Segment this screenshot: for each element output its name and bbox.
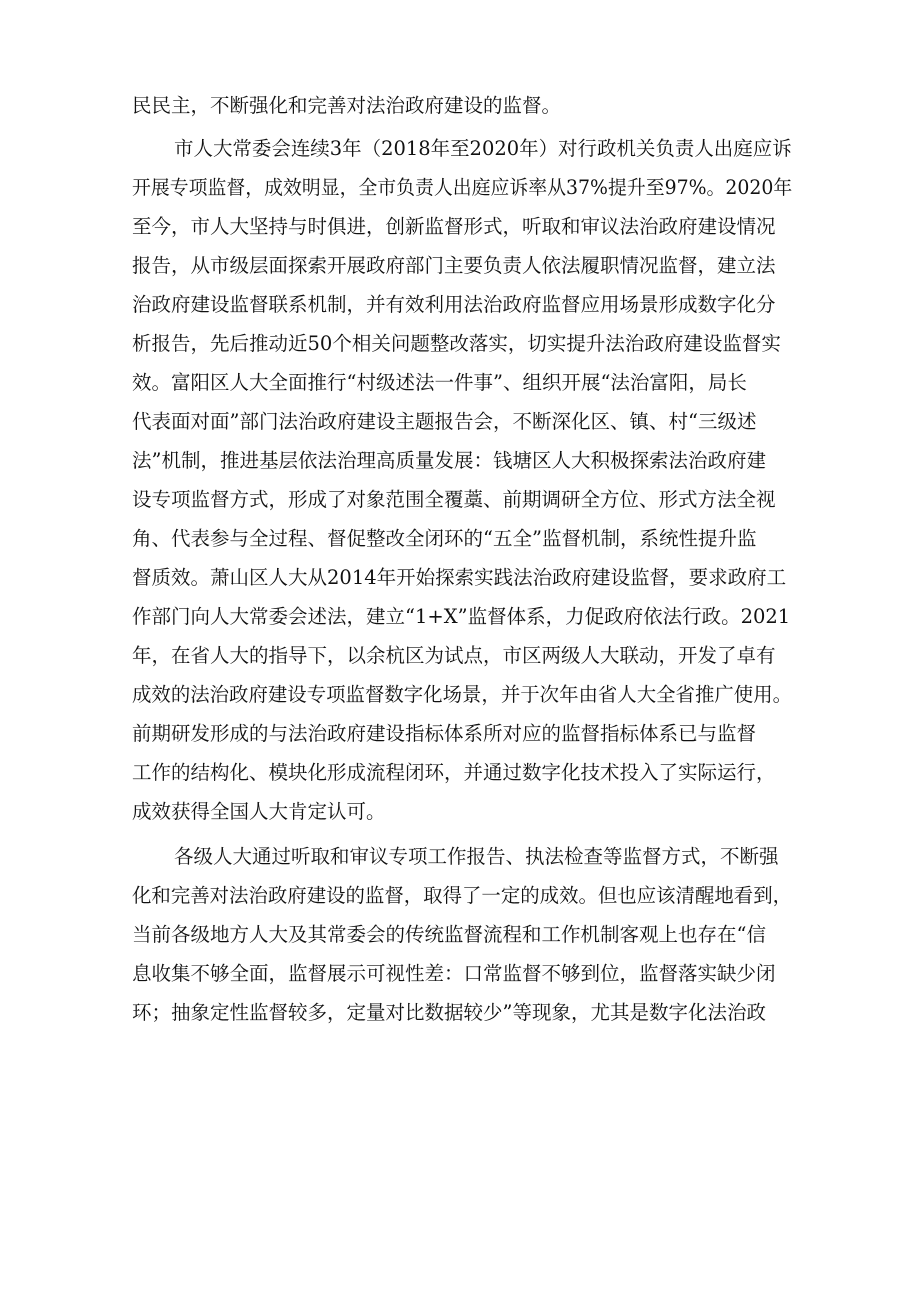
paragraph-3-line-3: 当前各级地方人大及其常委会的传统监督流程和工作机制客观上也存在“信 [132, 923, 766, 946]
paragraph-3-line-5: 环；抽象定性监督较多，定量对比数据较少”等现象，尤其是数字化法治政 [132, 1001, 766, 1024]
paragraph-2-line-4: 报告，从市级层面探索开展政府部门主要负责人依法履职情况监督，建立法 [132, 254, 776, 277]
paragraph-2-line-8: 代表面对面”部门法治政府建设主题报告会，不断深化区、镇、村“三级述 [132, 410, 757, 433]
paragraph-2-line-2: 开展专项监督，成效明显，全市负责人出庭应诉率从37%提升至97%。2020年 [132, 176, 793, 199]
paragraph-2-line-12: 督质效。萧山区人大从2014年开始探索实践法治政府建设监督，要求政府工 [132, 566, 787, 589]
paragraph-2-line-10: 设专项监督方式，形成了对象范围全覆藁、前期调研全方位、形式方法全视 [132, 488, 776, 511]
paragraph-2-line-18: 成效获得全国人大肯定认可。 [132, 800, 386, 823]
paragraph-2-line-7: 效。富阳区人大全面推行“村级述法一件事”、组织开展“法治富阳，局长 [132, 371, 747, 394]
paragraph-1-line-1: 民民主，不断强化和完善对法治政府建设的监督。 [132, 94, 562, 117]
paragraph-2-line-1: 市人大常委会连续3年（2018年至2020年）对行政机关负责人出庭应诉 [174, 137, 792, 160]
paragraph-2-line-16: 前期研发形成的与法治政府建设指标体系所对应的监督指标体系已与监督 [132, 722, 757, 745]
paragraph-2-line-11: 角、代表参与全过程、督促整改全闭环的“五全”监督机制，系统性提升监 [132, 527, 757, 550]
paragraph-3-line-1: 各级人大通过听取和审议专项工作报告、执法检查等监督方式，不断强 [174, 845, 779, 868]
paragraph-3-line-2: 化和完善对法治政府建设的监督，取得了一定的成效。但也应该清醒地看到， [132, 884, 793, 907]
paragraph-2-line-9: 法”机制，推进基层依法治理高质量发展：钱塘区人大积极探索法治政府建 [132, 449, 766, 472]
paragraph-2-line-3: 至今，市人大坚持与时俱进，创新监督形式，听取和审议法治政府建设情况 [132, 215, 776, 238]
paragraph-2-line-6: 析报告，先后推动近50个相关问题整改落实，切实提升法治政府建设监督实 [132, 332, 781, 355]
paragraph-3-line-4: 息收集不够全面，监督展示可视性差：口常监督不够到位，监督落实缺少闭 [132, 962, 776, 985]
paragraph-2-line-5: 治政府建设监督联系机制，并有效利用法治政府监督应用场景形成数字化分 [132, 293, 776, 316]
paragraph-2-line-17: 工作的结构化、模块化形成流程闭环，并通过数字化技术投入了实际运行， [132, 761, 776, 784]
paragraph-2-line-13: 作部门向人大常委会述法，建立“1+X”监督体系，力促政府依法行政。2021 [132, 605, 791, 628]
paragraph-2-line-15: 成效的法治政府建设专项监督数字化场景，并于次年由省人大全省推广使用。 [132, 683, 793, 706]
paragraph-2-line-14: 年，在省人大的指导下，以余杭区为试点，市区两级人大联动，开发了卓有 [132, 644, 776, 667]
